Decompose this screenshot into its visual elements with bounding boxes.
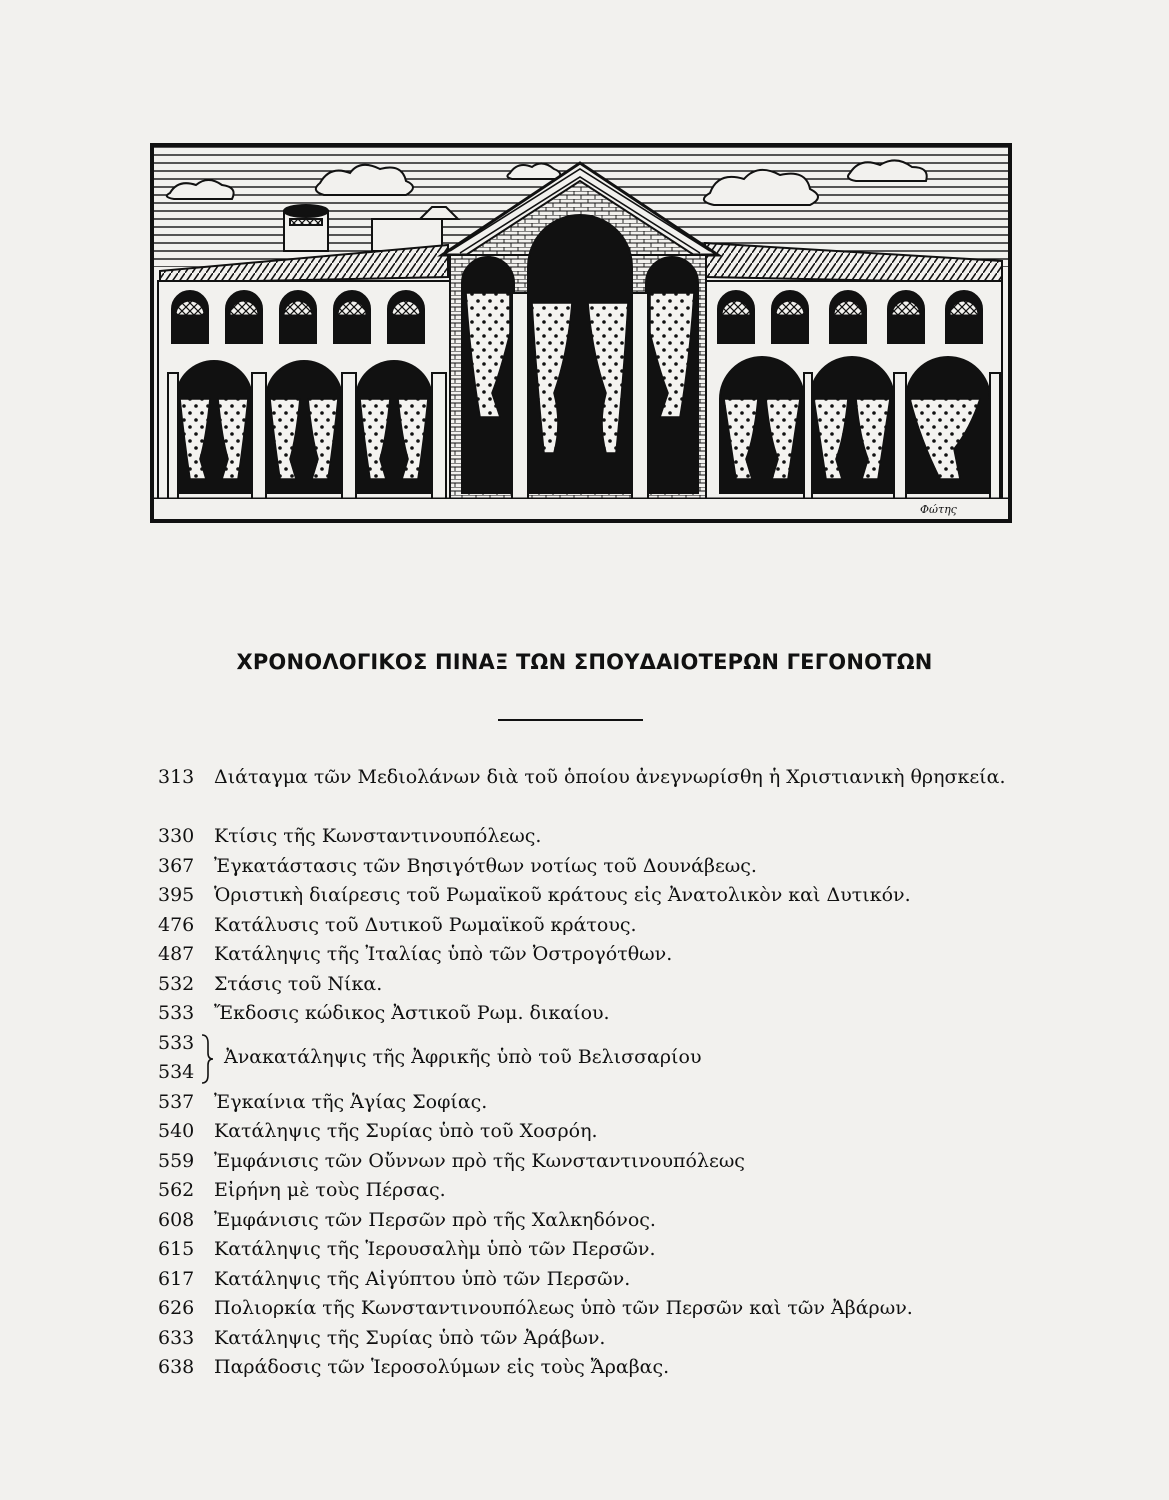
- list-item: [158, 1235, 1018, 1265]
- event-year: 487: [158, 943, 195, 965]
- list-item: [158, 1147, 1018, 1177]
- event-text: Ὁριστικὴ διαίρεσις τοῦ Ρωμαϊκοῦ κράτους εἰς Ἀνατολικὸν καὶ Δυτικόν.: [214, 884, 911, 906]
- event-text: Ἀνακατάληψις τῆς Ἀφρικῆς ὑπὸ τοῦ Βελισσαρίου: [224, 1045, 702, 1068]
- event-year: 615: [158, 1238, 195, 1260]
- event-year-end: 534: [158, 1061, 195, 1083]
- event-year: 367: [158, 854, 195, 877]
- event-text: Εἰρήνη μὲ τοὺς Πέρσας.: [214, 1179, 446, 1201]
- event-year: 533: [158, 1002, 195, 1024]
- event-year: 608: [158, 1208, 195, 1231]
- event-text: Κατάληψις τῆς Ἱερουσαλὴμ ὑπὸ τῶν Περσῶν.: [214, 1238, 656, 1260]
- title-divider: [498, 719, 643, 721]
- list-item: [158, 1206, 1018, 1236]
- event-text: Ἐγκαίνια τῆς Ἁγίας Σοφίας.: [214, 1090, 488, 1113]
- event-text: Ἐμφάνισις τῶν Οὔννων πρὸ τῆς Κωνσταντινουπόλεως: [214, 1149, 745, 1172]
- list-item: [158, 1176, 1018, 1206]
- event-text: Κατάληψις τῆς Αἰγύπτου ὑπὸ τῶν Περσῶν.: [214, 1267, 631, 1290]
- event-year: 532: [158, 972, 195, 995]
- event-text: Παράδοσις τῶν Ἱεροσολύμων εἰς τοὺς Ἄραβας.: [214, 1356, 670, 1378]
- event-text: Κτίσις τῆς Κωνσταντινουπόλεως.: [214, 825, 542, 847]
- event-text: Πολιορκία τῆς Κωνσταντινουπόλεως ὑπὸ τῶν Περσῶν καὶ τῶν Ἀβάρων.: [214, 1297, 913, 1319]
- event-text: Ἔκδοσις κώδικος Ἀστικοῦ Ρωμ. δικαίου.: [214, 1002, 610, 1024]
- event-year: 395: [158, 884, 195, 906]
- list-item: [158, 1088, 1018, 1118]
- header-illustration: [150, 143, 1012, 523]
- event-year: 559: [158, 1149, 195, 1172]
- list-item: [158, 822, 1018, 852]
- event-text: Κατάληψις τῆς Συρίας ὑπὸ τῶν Ἀράβων.: [214, 1326, 606, 1349]
- list-item: [158, 852, 1018, 882]
- event-year: 638: [158, 1356, 195, 1378]
- list-item: [158, 940, 1018, 970]
- event-year: 313: [158, 766, 195, 788]
- event-text: Ἐμφάνισις τῶν Περσῶν πρὸ τῆς Χαλκηδόνος.: [214, 1208, 656, 1231]
- event-year: 633: [158, 1326, 195, 1349]
- event-year: 562: [158, 1179, 195, 1201]
- event-year: 476: [158, 913, 195, 936]
- list-item: [158, 911, 1018, 941]
- event-text: Διάταγμα τῶν Μεδιολάνων διὰ τοῦ ὁποίου ἀνεγνωρίσθη ἡ Χριστιανικὴ θρησκεία.: [214, 766, 1006, 788]
- event-text: Κατάληψις τῆς Ἰταλίας ὑπὸ τῶν Ὀστρογότθων.: [214, 943, 673, 965]
- list-item: [158, 970, 1018, 1000]
- event-year: 617: [158, 1267, 195, 1290]
- event-year: 626: [158, 1297, 195, 1319]
- list-item: [158, 1117, 1018, 1147]
- list-item: [158, 881, 1018, 911]
- event-year-start: 533: [158, 1031, 195, 1054]
- events-list: [158, 763, 1018, 1383]
- event-year: 537: [158, 1090, 195, 1113]
- list-item: [158, 1324, 1018, 1354]
- event-text: Κατάλυσις τοῦ Δυτικοῦ Ρωμαϊκοῦ κράτους.: [214, 913, 637, 936]
- list-item: [158, 1294, 1018, 1324]
- list-item: [158, 763, 1018, 822]
- event-text: Ἐγκατάστασις τῶν Βησιγότθων νοτίως τοῦ Δουνάβεως.: [214, 854, 757, 877]
- page-title: ΧΡΟΝΟΛΟΓΙΚΟΣ ΠΙΝΑΞ ΤΩΝ ΣΠΟΥΔΑΙΟΤΕΡΩΝ ΓΕΓΟΝΟΤΩΝ: [236, 650, 933, 674]
- event-text: Κατάληψις τῆς Συρίας ὑπὸ τοῦ Χοσρόη.: [214, 1120, 598, 1142]
- list-item: [158, 1029, 1018, 1088]
- list-item: [158, 1265, 1018, 1295]
- event-year: 540: [158, 1120, 195, 1142]
- brace-icon: [200, 1033, 214, 1085]
- event-text: Στάσις τοῦ Νίκα.: [214, 972, 383, 995]
- event-year: 330: [158, 825, 195, 847]
- list-item: [158, 999, 1018, 1029]
- artist-signature: Φώτης: [920, 503, 957, 516]
- list-item: [158, 1353, 1018, 1383]
